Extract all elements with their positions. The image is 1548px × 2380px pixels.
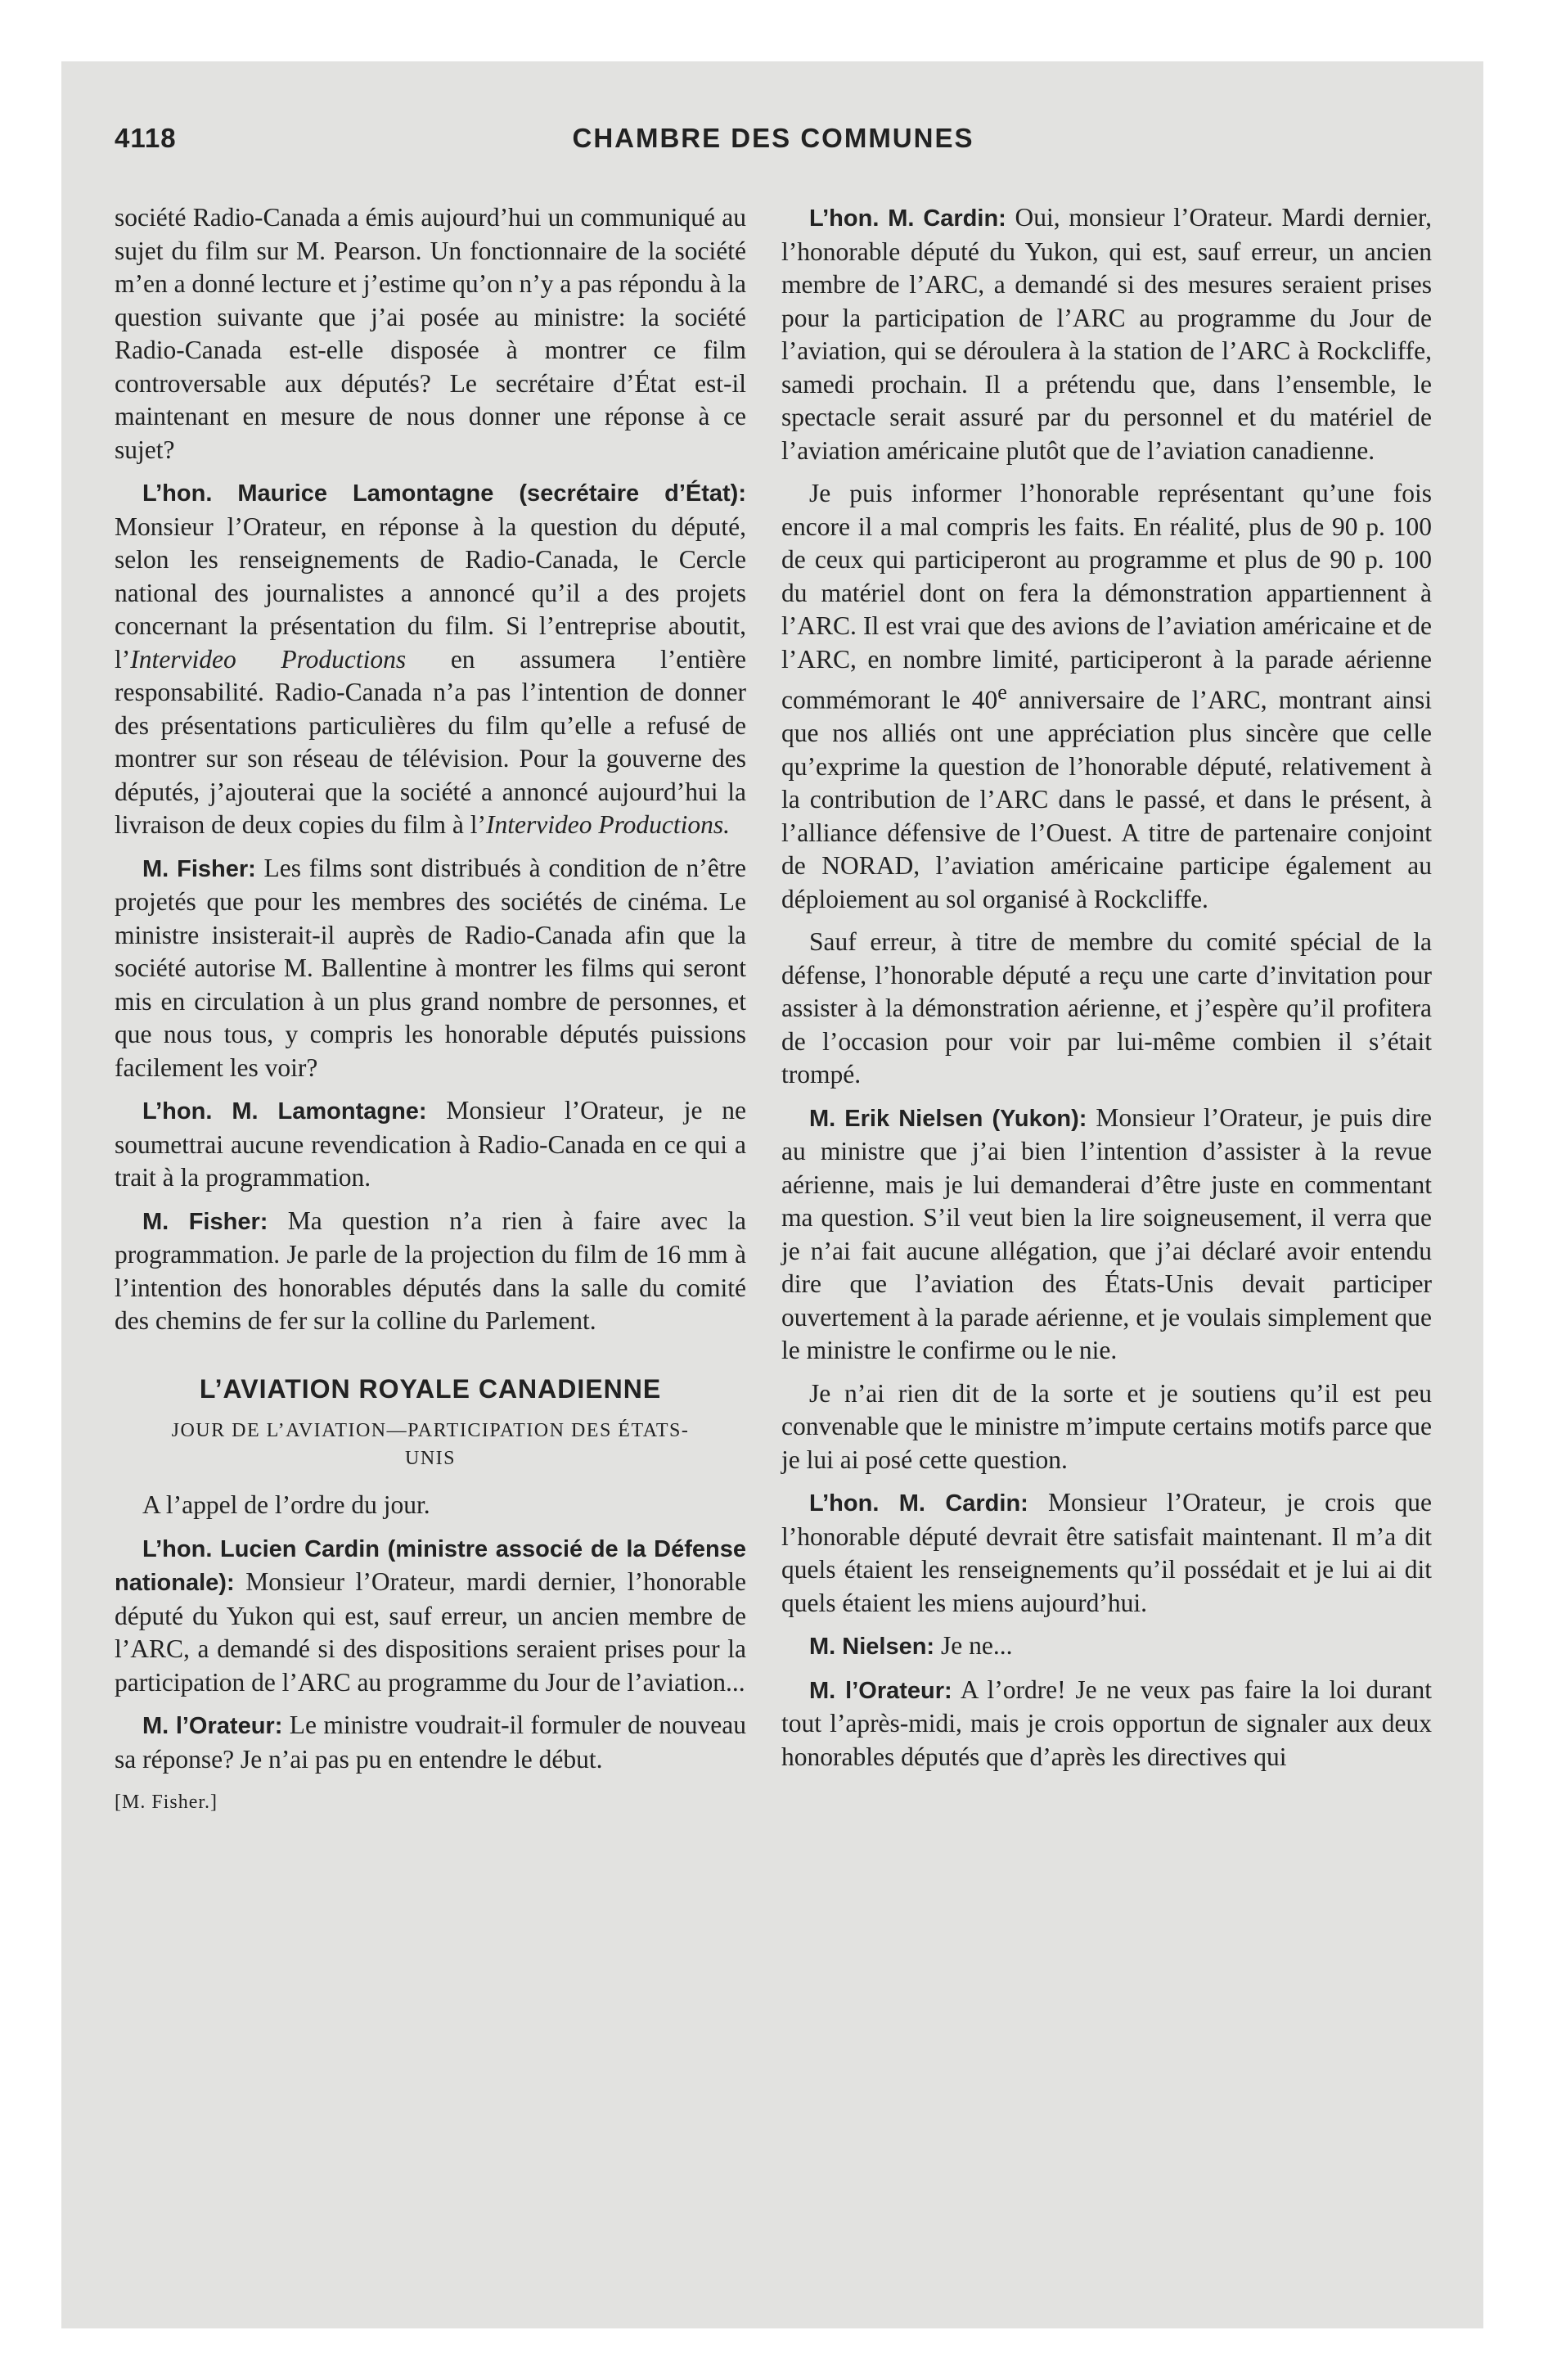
speech-text: Monsieur l’Orateur, je ne soumettrai aucune revendication à Radio-Canada en ce qui a trait à la programmation. (115, 1096, 746, 1192)
paragraph (781, 477, 1432, 916)
speaker-name: L’hon. M. Lamontagne: (142, 1098, 427, 1125)
speech-text: A l’ordre! Je ne veux pas faire la loi durant tout l’après-midi, mais je crois opportun de signaler aux deux honorables députés que d’après les directives qui (781, 1675, 1432, 1771)
speech-text: Je puis informer l’honorable représentant qu’une fois encore il a mal compris les faits. En réalité, plus de 90 p. 100 de ceux qui participeront au programme et plus de 90 p. 100 du matériel dont on fera la démonstration appartiennent à l’ARC. Il est vrai que des avions de l’aviation américaine et de l’ARC, en nombre limité, participeront à la parade aérienne commémorant le 40 (781, 479, 1432, 714)
speech-text: Monsieur l’Orateur, je crois que l’honorable député devrait être satisfait maintenant. Il m’a dit quels étaient les renseignements qu’il possédait et je lui ai dit quels étaient les miens aujourd’hui. (781, 1488, 1432, 1617)
speech-text: Les films sont distribués à condition de n’être projetés que pour les membres des sociétés de cinéma. Le ministre insisterait-il auprès de Radio-Canada afin que la société autorise M. Ballentine à montrer les films qui seront mis en circulation à un plus grand nombre de personnes, et que nous tous, y compris les honorable députés puissions facilement les voir? (115, 853, 746, 1082)
left-column (115, 201, 746, 1819)
page-number: 4118 (115, 123, 177, 153)
ordinal-superscript: e (997, 680, 1007, 704)
speech-text: Monsieur l’Orateur, en réponse à la question du député, selon les renseignements de Radio-Canada, le Cercle national des journalistes a annoncé qu’il a des projets concernant la présentation du film. Si l’entreprise aboutit, l’ (115, 512, 746, 674)
paragraph: Sauf erreur, à titre de membre du comité spécial de la défense, l’honorable député a reçu une carte d’invitation pour assister à la démonstration aérienne, et j’espère qu’il profitera de l’occasion pour voir par lui-même combien il s’était trompé. (781, 927, 1432, 1089)
paragraph (781, 1486, 1432, 1620)
speech-text: Monsieur l’Orateur, je puis dire au ministre que j’ai bien l’intention d’assister à la revue aérienne, mais je lui demanderai d’être juste en commentant ma question. S’il veut bien la lire soigneusement, il verra que je n’ai fait aucune allégation, que j’ai déclaré avoir entendu dire que l’aviation des États-Unis devait participer ouvertement à la parade aérienne, et je voulais simplement que le ministre le confirme ou le nie. (781, 1102, 1432, 1364)
speech-text: anniversaire de l’ARC, montrant ainsi que nos alliés ont une appréciation plus sincère que celle qu’exprime la question de l’honorable député, relativement à la contribution de l’ARC dans le passé, et dans le présent, à l’alliance défensive de l’Ouest. A titre de partenaire conjoint de NORAD, l’aviation américaine participe également au déploiement au sol organisé à Rockcliffe. (781, 685, 1432, 913)
speaker-name: L’hon. M. Cardin: (809, 1490, 1028, 1517)
paragraph (781, 1629, 1432, 1664)
speaker-signature: [M. Fisher.] (115, 1792, 218, 1813)
paragraph: A l’appel de l’ordre du jour. (142, 1490, 430, 1519)
italic-text: Intervideo Productions. (486, 810, 731, 839)
right-column (781, 201, 1432, 1783)
paragraph: Je n’ai rien dit de la sorte et je soutiens qu’il est peu convenable que le ministre m’impute certains motifs parce que je lui ai posé cette question. (781, 1378, 1432, 1474)
paragraph (115, 852, 746, 1085)
speech-text: Le ministre voudrait-il formuler de nouveau sa réponse? Je n’ai pas pu en entendre le début. (115, 1711, 746, 1774)
speaker-name: M. Fisher: (142, 1208, 268, 1235)
section-subheading: JOUR DE L’AVIATION—PARTICIPATION DES ÉTATS-UNIS (171, 1420, 690, 1469)
speech-text: Je ne... (934, 1631, 1013, 1660)
paragraph (115, 476, 746, 842)
speaker-name: M. Nielsen: (809, 1634, 935, 1660)
italic-text: Intervideo Productions (130, 644, 407, 674)
section-title: L’AVIATION ROYALE CANADIENNE (199, 1373, 662, 1404)
paragraph (115, 1094, 746, 1195)
paragraph (781, 201, 1432, 467)
speaker-name: M. Fisher: (142, 855, 256, 882)
speech-text: Monsieur l’Orateur, mardi dernier, l’honorable député du Yukon qui est, sauf erreur, un ancien membre de l’ARC, a demandé si des dispositions seraient prises pour la participation de l’ARC au programme du Jour de l’aviation... (115, 1567, 746, 1697)
paragraph: société Radio-Canada a émis aujourd’hui un communiqué au sujet du film sur M. Pearson. Un fonctionnaire de la société m’en a donné lecture et j’estime qu’on n’y a pas répondu à la question suivante que j’ai posée au ministre: la société Radio-Canada est-elle disposée à montrer ce film controversable aux députés? Le secrétaire d’État est-il maintenant en mesure de nous donner une réponse à ce sujet? (115, 203, 746, 464)
speech-text: Oui, monsieur l’Orateur. Mardi dernier, l’honorable député du Yukon, qui est, sauf erreur, un ancien membre de l’ARC, a demandé si des mesures seraient prises pour la participation de l’ARC au programme du Jour de l’aviation, qui se déroulera à la station de l’ARC à Rockcliffe, samedi prochain. Il a prétendu que, dans l’ensemble, le spectacle serait assuré par du personnel et du matériel de l’aviation américaine plutôt que de l’aviation canadienne. (781, 203, 1433, 465)
running-title: CHAMBRE DES COMMUNES (572, 123, 974, 153)
paragraph (781, 1102, 1432, 1368)
paragraph (115, 1205, 746, 1338)
page-header (115, 123, 1432, 172)
hansard-page (115, 123, 1433, 1813)
speaker-name: L’hon. Lucien Cardin (ministre associé de la Défense nationale): (115, 1535, 746, 1596)
speaker-name: L’hon. M. Cardin: (809, 205, 1006, 232)
paragraph (781, 1674, 1432, 1774)
speaker-name: M. l’Orateur: (809, 1677, 952, 1704)
speech-text: Ma question n’a rien à faire avec la programmation. Je parle de la projection du film de 16 mm à l’intention des honorables députés dans la salle du comité des chemins de fer sur la colline du Parlement. (115, 1206, 746, 1335)
paragraph (115, 1532, 746, 1700)
paragraph (115, 1709, 746, 1776)
speaker-name: M. l’Orateur: (142, 1713, 283, 1739)
speech-text: en assumera l’entière responsabilité. Radio-Canada n’a pas l’intention de donner des présentations particulières du film qu’elle a refusé de montrer sur son réseau de télévision. Pour la gouverne des députés, j’ajouterai que la société a annoncé aujourd’hui la livraison de deux copies du film à l’ (115, 644, 746, 839)
speaker-name: L’hon. Maurice Lamontagne (secrétaire d’État): (142, 480, 746, 507)
speaker-name: M. Erik Nielsen (Yukon): (809, 1105, 1087, 1132)
